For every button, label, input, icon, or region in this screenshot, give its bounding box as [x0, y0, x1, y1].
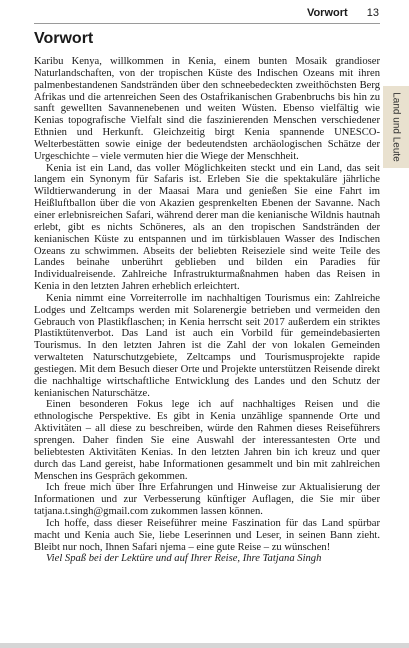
running-header-section: Vorwort — [306, 7, 348, 19]
paragraph-focus: Einen besonderen Fokus lege ich auf nachhaltiges Reisen und die ethnologische Perspektive. Es gibt in Kenia unzählige spannende Orte und Aktivitäten – all diese zu beschreiben, würde den Rahmen dieses Reiseführers sprengen. Daher finden Sie eine Auswahl der interessantesten Orte und beliebtesten Aktivitäten Kenias. In den letzten Jahren bin ich kreuz und quer durch das Land gereist, habe Informationen gesammelt und bin mit zahlreichen Menschen ins Gespräch gekommen. — [34, 399, 380, 482]
page-number: 13 — [366, 7, 379, 19]
chapter-side-tab-label: Land und Leute — [390, 92, 402, 162]
header-rule — [34, 23, 380, 24]
body-text — [34, 56, 380, 565]
paragraph-intro: Karibu Kenya, willkommen in Kenia, einem bunten Mosaik grandioser Naturlandschaften, von der tropischen Küste des Indischen Ozeans mit ihren palmenbestandenen Sandstränden über den schneebedeckten zweithöchsten Berg Afrikas und die artenreichen Seen des Ostafrikanischen Grabenbruchs bis hin zu sanft gewellten Savannenebenen und weiten Wüsten. Ebenso vielfältig wie Kenias topografische Vielfalt sind die faszinierenden Menschen verschiedener Ethnien und Herkunft. Gleichzeitig birgt Kenia spannende UNESCO-Welterbestätten sowie einige der bedeutendsten archäologischen Schätze der Urgeschichte – viele vermuten hier die Wiege der Menschheit. — [34, 56, 380, 162]
chapter-side-tab — [383, 86, 409, 168]
paragraph-safaris: Kenia ist ein Land, das voller Möglichkeiten steckt und ein Land, das seit langem ein Synonym für Safaris ist. Erleben Sie die spektakuläre jährliche Wildtierwanderung in der Maasai Mara und genießen Sie eine Fahrt im Heißluftballon über die von Akazien gesprenkelten Ebenen der Savanne. Nach einer erlebnisreichen Safari, während derer man die kenianische Wildnis hautnah erlebt, gibt es nichts Schöneres, als an den tropischen Sandstränden der kenianischen Küste zu entspannen und im türkisblauen Wasser des Indischen Ozeans zu schwimmen. Abseits der beliebten Reiseziele sind weite Teile des Landes beinahe unberührt geblieben und bilden ein Paradies für Individualreisende. Zahlreiche Infrastrukturmaßnahmen haben das Reisen in Kenia in den letzten Jahren erheblich erleichtert. — [34, 162, 380, 293]
paragraph-feedback: Ich freue mich über Ihre Erfahrungen und Hinweise zur Aktualisierung der Informationen und zur Verbesserung künftiger Auflagen, die Sie mir über tatjana.t.singh@gmail.com zukommen lassen können. — [34, 482, 380, 518]
author-signoff: Viel Spaß bei der Lektüre und auf Ihrer Reise, Ihre Tatjana Singh — [46, 553, 322, 565]
running-header — [307, 7, 379, 19]
page-bottom-bar — [0, 643, 409, 648]
paragraph-closing-wish: Ich hoffe, dass dieser Reiseführer meine Faszination für das Land spürbar macht und Kenia auch Sie, liebe Leserinnen und Leser, in seinen Bann zieht. Bleibt nur noch, Ihnen Safari njema – eine gute Reise – zu wünschen! — [34, 517, 380, 553]
paragraph-sustainable-tourism: Kenia nimmt eine Vorreiterrolle im nachhaltigen Tourismus ein: Zahlreiche Lodges und Zeltcamps werden mit Solarenergie betrieben und vermeiden den Gebrauch von Plastikflaschen; in Kenia herrscht seit 2017 außerdem ein striktes Plastiktütenverbot. Das Land ist auch ein Vorbild für gemeindebasierten Tourismus. In den letzten Jahren ist die Zahl der von lokalen Gemeinden verwalteten Naturschutzgebiete, Zeltcamps und Tourismusprojekte rapide gestiegen. Mit dem Besuch dieser Orte und Projekte unterstützen Reisende direkt die nachhaltige wirtschaftliche Entwicklung des Landes und den Schutz der kenianischen Naturschätze. — [34, 292, 380, 399]
page-title: Vorwort — [34, 30, 94, 47]
